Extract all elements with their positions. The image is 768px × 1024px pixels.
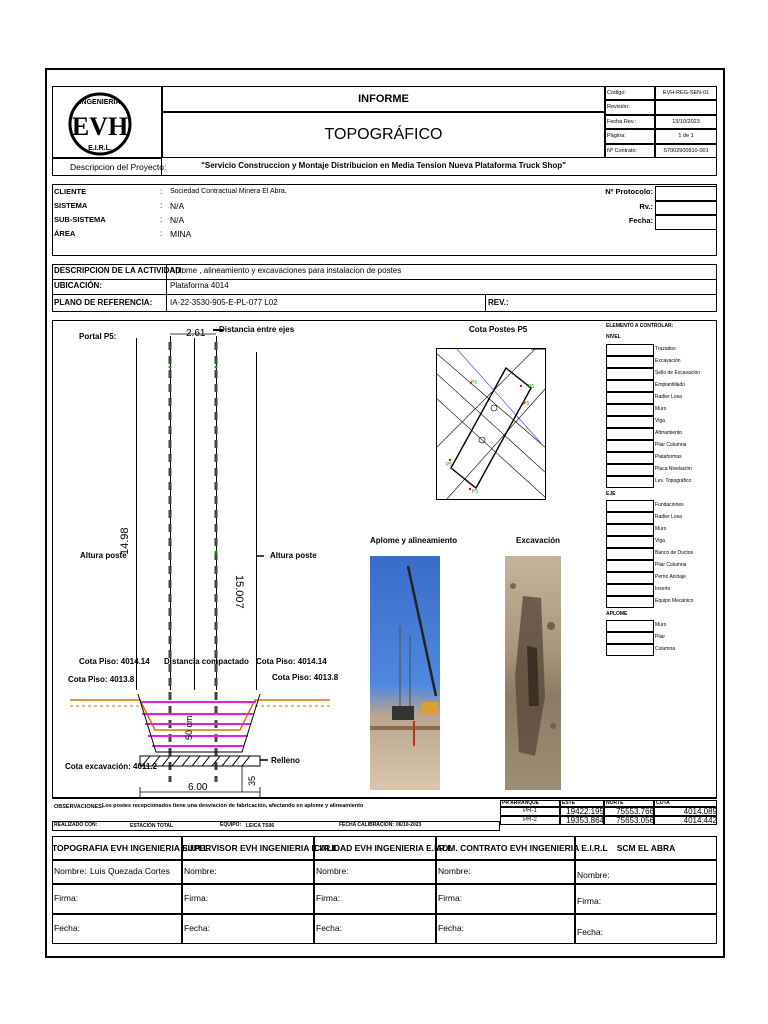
control-item-label: Radier Losa (655, 394, 682, 400)
control-checkbox[interactable] (606, 572, 654, 584)
control-item-label: Afirramiento (655, 430, 682, 436)
control-checkbox[interactable] (606, 476, 654, 488)
signature-title: ADM. CONTRATO EVH INGENIERIA E.I.R.L (436, 843, 608, 853)
control-checkbox[interactable] (606, 548, 654, 560)
activity-loc-value: Plataforma 4014 (170, 281, 229, 290)
signature-nombre-label: Nombre: (54, 866, 87, 876)
aplome-photo-title: Aplome y alineamiento (370, 536, 458, 545)
pr-value: 4014.089 (683, 807, 717, 816)
post-elevation-drawing (60, 322, 350, 798)
cota-piso-right-2: Cota Piso: 4013.8 (272, 673, 339, 682)
meta-value: EVH-REG-SEN-01 (662, 90, 710, 96)
control-checkbox[interactable] (606, 512, 654, 524)
nivel-title: NIVEL (606, 334, 621, 340)
title-topografico: TOPOGRÁFICO (324, 126, 443, 143)
obs-top-line (52, 798, 717, 799)
client-colon: : (160, 229, 163, 238)
control-item-label: Muro (655, 526, 667, 532)
meta-value: S7002900810-001 (663, 147, 709, 154)
pr-header: ESTE (562, 800, 576, 806)
client-colon: : (160, 201, 163, 210)
control-item-label: Plataformas (655, 454, 682, 460)
control-checkbox[interactable] (606, 632, 654, 644)
signature-nombre-label: Nombre: (577, 870, 610, 880)
control-item-label: Emplantillado (655, 382, 686, 388)
signature-nombre-label: Nombre: (184, 866, 217, 876)
cota-piso-left-2: Cota Piso: 4013.8 (68, 675, 135, 684)
control-title: ELEMENTO A CONTROLAR: (606, 323, 674, 329)
pr-value: 19353.864 (566, 816, 604, 825)
dist-axes-label: Distancia entre ejes (219, 325, 295, 334)
control-checkbox[interactable] (606, 380, 654, 392)
activity-loc-label: UBICACIÓN: (54, 281, 102, 290)
control-item-label: Excavación (655, 358, 681, 364)
signature-title: TOPOGRAFIA EVH INGENIERIA E.I.R.L (52, 843, 209, 853)
logo-main-text: EVH (71, 112, 129, 141)
client-label: CLIENTE (54, 187, 87, 196)
control-checkbox[interactable] (606, 524, 654, 536)
signature-firma-label: Firma: (438, 893, 463, 903)
control-checkbox[interactable] (606, 428, 654, 440)
cota-label-5: P5 (472, 489, 479, 495)
logo-top-text: INGENIERIA (79, 99, 121, 106)
client-colon: : (160, 187, 163, 196)
control-checkbox[interactable] (606, 440, 654, 452)
activity-desc-label: DESCRIPCION DE LA ACTIVIDAD: (54, 266, 184, 275)
control-checkbox[interactable] (606, 596, 654, 608)
depth-value: 35 (247, 775, 257, 786)
meta-label: Fecha Rev.: (607, 118, 637, 125)
client-value: Sociedad Contractual Minera El Abra. (170, 188, 287, 195)
equipo-value: LEICA TS06 (246, 823, 275, 829)
relleno-label: Relleno (271, 756, 300, 765)
client-right-field[interactable] (655, 186, 717, 201)
activity-plan-value: IA-22-3530-905-E-PL-077 L02 (170, 298, 278, 307)
portal-label: Portal P5: (79, 332, 117, 341)
eje-title: EJE (606, 491, 616, 497)
control-checkbox[interactable] (606, 584, 654, 596)
control-item-label: Pilar Columna (655, 562, 687, 568)
control-item-label: Viga (655, 538, 665, 544)
title-informe: INFORME (358, 93, 409, 105)
control-checkbox[interactable] (606, 368, 654, 380)
client-value: N/A (170, 215, 185, 225)
control-item-label: Placa Nivelación (655, 466, 692, 472)
fecha-cal-label: FECHA CALIBRACIÓN: (339, 822, 395, 828)
signature-fecha-label: Fecha: (316, 923, 342, 933)
activity-line1 (52, 279, 717, 280)
activity-vline2 (485, 294, 486, 312)
client-value: MINA (170, 229, 192, 239)
meta-label: Revisión: (607, 104, 630, 111)
aplome-title: APLOME (606, 611, 628, 617)
obs-label: OBSERVACIONES: (54, 804, 104, 810)
pr-header: COTA (656, 800, 670, 806)
left-height-value: 14.98 (119, 527, 131, 555)
cota-piso-right-1: Cota Piso: 4014.14 (256, 657, 327, 666)
control-checkbox[interactable] (606, 344, 654, 356)
client-right-field[interactable] (655, 201, 717, 216)
base-width: 6.00 (188, 782, 208, 793)
control-item-label: Lev. Topográfico (655, 478, 692, 484)
realizado-label: REALIZADO CON: (54, 822, 98, 828)
pr-value: PR-2 (523, 817, 537, 823)
signature-fecha-label: Fecha: (54, 923, 80, 933)
control-checkbox[interactable] (606, 536, 654, 548)
height-label-right: Altura poste (270, 551, 317, 560)
project-label: Descripcion del Proyecto: (70, 162, 167, 172)
control-item-label: Pilar Columna (655, 442, 687, 448)
aplome-photo (370, 556, 440, 790)
client-right-field[interactable] (655, 215, 717, 230)
client-right-label: Nº Protocolo: (605, 187, 653, 196)
control-item-label: Pilar (655, 634, 666, 640)
obs-text: Los postes recepcionados tiene una desviación de fabricación, afectando en aplome y alineamiento (102, 803, 364, 809)
excavacion-photo-title: Excavación (516, 536, 561, 545)
logo-cell (52, 86, 162, 158)
pr-header: NORTE (606, 800, 624, 806)
signature-firma-label: Firma: (184, 893, 209, 903)
control-checkbox[interactable] (606, 464, 654, 476)
cota-label-2: P5 (528, 384, 535, 390)
cm50-label: 50 cm (184, 715, 194, 740)
signature-fecha-label: Fecha: (438, 923, 464, 933)
control-item-label: Muro (655, 406, 667, 412)
control-item-label: Muro (655, 622, 667, 628)
pr-value: PR-1 (523, 808, 537, 814)
signature-nombre-value: Luis Quezada Cortes (90, 866, 170, 876)
control-item-label: Radier Losa (655, 514, 682, 520)
dist-value: 2.61 (186, 328, 206, 339)
realizado-row (52, 821, 500, 831)
control-checkbox[interactable] (606, 560, 654, 572)
client-right-label: Rv.: (639, 201, 653, 211)
control-checkbox[interactable] (606, 500, 654, 512)
client-label: SISTEMA (54, 201, 88, 210)
signature-title: CALIDAD EVH INGENIERIA E.I.R.L (314, 843, 453, 853)
pr-header: PR ARRANQUE (502, 800, 540, 806)
height-label-left: Altura poste (80, 551, 127, 560)
right-height-value: 15.007 (233, 575, 245, 609)
control-checkbox[interactable] (606, 644, 654, 656)
realizado-value: ESTACIÓN TOTAL (130, 823, 174, 829)
control-item-label: Perno Anclaje (655, 574, 686, 580)
meta-label: Código: (607, 90, 626, 96)
meta-value: 13/10/2023 (672, 118, 700, 125)
control-item-label: Equipo Mecánico (655, 598, 694, 604)
cota-postes-plan (436, 348, 546, 500)
control-checkbox[interactable] (606, 620, 654, 632)
cota-label-3: P5 (523, 401, 530, 407)
signature-title: SCM EL ABRA (616, 843, 676, 853)
signature-firma-label: Firma: (577, 896, 602, 906)
cota-piso-left-1: Cota Piso: 4014.14 (79, 657, 150, 666)
control-checkbox[interactable] (606, 392, 654, 404)
control-item-label: Viga (655, 418, 665, 424)
cota-postes-title: Cota Postes P5 (469, 325, 528, 334)
pr-value: 19422.195 (566, 807, 604, 816)
activity-desc-value: Aplome , alineamiento y excavaciones para instalacion de postes (170, 266, 402, 275)
meta-label: Página: (607, 133, 626, 140)
activity-plan-label: PLANO DE REFERENCIA: (54, 298, 153, 307)
activity-rev-label: REV.: (488, 298, 509, 307)
signature-title: SUPERVISOR EVH INGENIERIA E.I.R.L (182, 843, 338, 853)
cota-label-1: P5 (471, 380, 478, 386)
control-checkbox[interactable] (606, 452, 654, 464)
signature-nombre-label: Nombre: (438, 866, 471, 876)
client-label: ÁREA (54, 229, 76, 238)
meta-value-cell (655, 100, 717, 114)
signature-firma-label: Firma: (316, 893, 341, 903)
activity-line2 (52, 294, 717, 295)
meta-value: 1 de 1 (678, 133, 694, 140)
cota-label-4: P5 (446, 462, 453, 468)
project-value: "Servicio Construccion y Montaje Distribucion en Media Tension Nueva Plataforma Truck Shop" (201, 161, 566, 170)
control-item-label: Fundaciones (655, 502, 684, 508)
equipo-label: EQUIPO: (220, 822, 242, 828)
client-colon: : (160, 215, 163, 224)
pr-value: 4014.442 (683, 816, 717, 825)
control-item-label: Banco de Ductos (655, 550, 694, 556)
control-item-label: Columna (655, 646, 676, 652)
distancia-compactado: Distancia compactado (164, 657, 249, 666)
control-checkbox[interactable] (606, 404, 654, 416)
control-item-label: Trazados (655, 346, 676, 352)
pr-value: 75653.056 (616, 816, 654, 825)
client-value: N/A (170, 201, 185, 211)
control-checkbox[interactable] (606, 416, 654, 428)
control-item-label: Sello de Excavación (655, 370, 701, 376)
meta-label: Nº Contrato: (607, 147, 638, 154)
excavacion-photo (505, 556, 561, 790)
signature-firma-label: Firma: (54, 893, 79, 903)
signature-fecha-label: Fecha: (577, 927, 603, 937)
pr-value: 75553.766 (616, 807, 654, 816)
client-right-label: Fecha: (628, 216, 653, 225)
control-checkbox[interactable] (606, 356, 654, 368)
control-item-label: Inserto (655, 586, 671, 592)
logo-sub-text: E.I.R.L. (88, 145, 112, 152)
fecha-cal-value: 06/10-2023 (396, 822, 422, 828)
signature-fecha-label: Fecha: (184, 923, 210, 933)
signature-nombre-label: Nombre: (316, 866, 349, 876)
cota-excavacion: Cota excavación: 4011.2 (65, 762, 158, 771)
client-label: SUB-SISTEMA (54, 215, 106, 224)
